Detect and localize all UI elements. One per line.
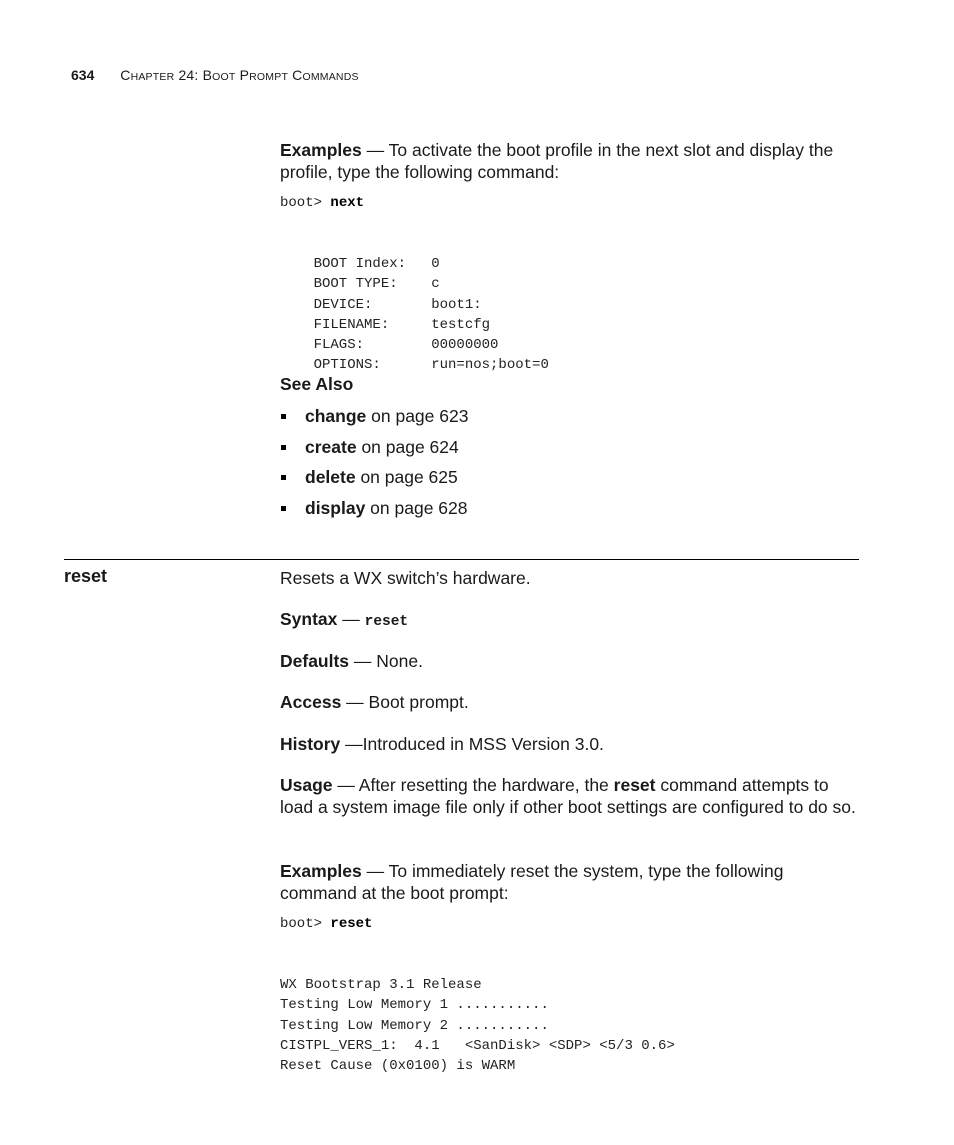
- output-line: OPTIONS: run=nos;boot=0: [280, 357, 549, 374]
- reset-usage: Usage — After resetting the hardware, the reset command attempts to load a system image file only if other boot settings are configured to do so.: [280, 775, 856, 817]
- command-heading-reset: reset: [64, 566, 108, 586]
- see-also-item[interactable]: delete on page 625: [280, 466, 860, 497]
- output-line: DEVICE: boot1:: [280, 296, 482, 313]
- syntax-command: reset: [364, 614, 409, 630]
- next-command-line: boot> next: [280, 195, 365, 211]
- reset-syntax: Syntax — reset: [280, 609, 409, 630]
- reset-defaults: Defaults — None.: [280, 651, 423, 671]
- page-number: 634: [71, 67, 95, 83]
- bullet-icon: [281, 445, 286, 450]
- reset-access: Access — Boot prompt.: [280, 692, 469, 712]
- bullet-icon: [281, 506, 286, 511]
- see-also-list: [280, 405, 860, 528]
- output-line: BOOT TYPE: c: [280, 276, 440, 293]
- chapter-title: CHAPTER 24: BOOT PROMPT COMMANDS: [120, 67, 359, 83]
- reset-command-line: boot> reset: [280, 916, 373, 932]
- output-line: Testing Low Memory 1 ...........: [280, 997, 549, 1014]
- output-line: CISTPL_VERS_1: 4.1 <SanDisk> <SDP> <5/3 0.6>: [280, 1037, 675, 1054]
- bullet-icon: [281, 475, 286, 480]
- reset-description: Resets a WX switch’s hardware.: [280, 568, 531, 588]
- see-also-heading: See Also: [280, 374, 354, 394]
- reset-command: reset: [330, 916, 373, 932]
- see-also-item[interactable]: change on page 623: [280, 405, 860, 436]
- reset-output-block: [280, 955, 860, 1096]
- section-divider: [64, 559, 859, 560]
- page-header: [71, 67, 359, 83]
- see-also-item[interactable]: display on page 628: [280, 497, 860, 528]
- reset-examples-paragraph: Examples — To immediately reset the system, type the following command at the boot prompt:: [280, 861, 784, 903]
- output-line: FILENAME: testcfg: [280, 316, 491, 333]
- reset-history: History —Introduced in MSS Version 3.0.: [280, 734, 604, 754]
- next-examples-paragraph: Examples — To activate the boot profile in the next slot and display the profile, type the following command:: [280, 140, 834, 182]
- see-also-item[interactable]: create on page 624: [280, 436, 860, 467]
- examples-label: Examples: [280, 140, 362, 160]
- output-line: FLAGS: 00000000: [280, 337, 499, 354]
- output-line: Testing Low Memory 2 ...........: [280, 1017, 549, 1034]
- output-line: BOOT Index: 0: [280, 256, 440, 273]
- bullet-icon: [281, 414, 286, 419]
- next-output-block: [280, 234, 860, 396]
- output-line: Reset Cause (0x0100) is WARM: [280, 1058, 516, 1075]
- output-line: WX Bootstrap 3.1 Release: [280, 977, 482, 994]
- next-command: next: [330, 195, 365, 211]
